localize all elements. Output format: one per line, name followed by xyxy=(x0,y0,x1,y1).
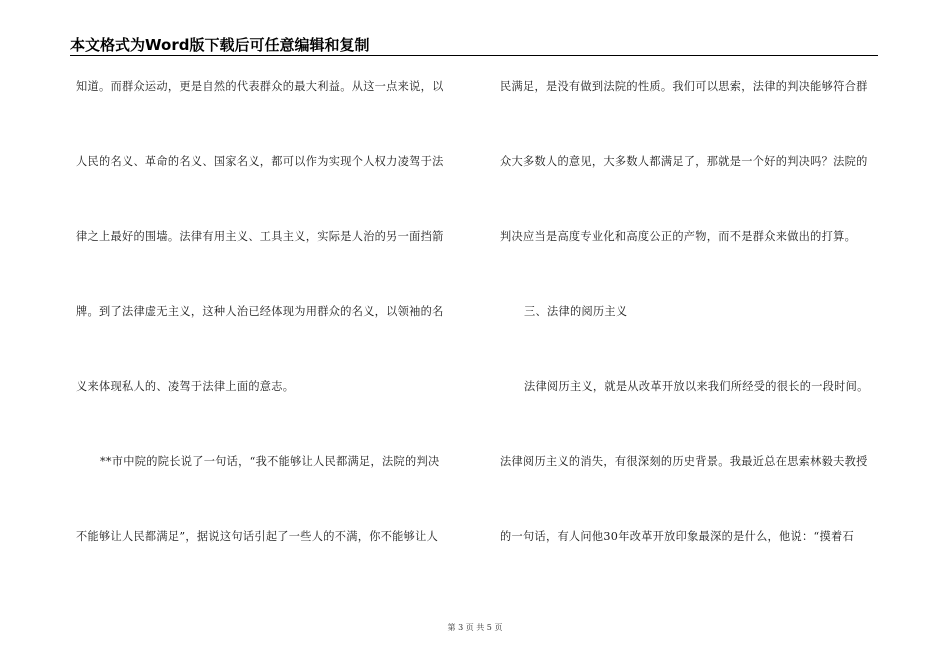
right-line-3: 判决应当是高度专业化和高度公正的产物，而不是群众来做出的打算。 xyxy=(500,230,857,243)
left-line-5: 义来体现私人的、凌驾于法律上面的意志。 xyxy=(76,380,295,393)
left-line-2: 人民的名义、革命的名义、国家名义，都可以作为实现个人权力凌驾于法 xyxy=(76,155,444,168)
left-line-3: 律之上最好的围墙。法律有用主义、工具主义，实际是人治的另一面挡箭 xyxy=(76,230,444,243)
right-line-5: 法律阅历主义，就是从改革开放以来我们所经受的很长的一段时间。 xyxy=(524,380,869,393)
left-line-6: **市中院的院长说了一句话，“我不能够让人民都满足，法院的判决 xyxy=(100,455,440,468)
right-line-1: 民满足，是没有做到法院的性质。我们可以思索，法律的判决能够符合群 xyxy=(500,80,868,93)
document-header-title: 本文格式为Word版下载后可任意编辑和复制 xyxy=(70,36,370,54)
left-line-1: 知道。而群众运动，更是自然的代表群众的最大利益。从这一点来说，以 xyxy=(76,80,444,93)
right-line-2: 众大多数人的意见，大多数人都满足了，那就是一个好的判决吗？法院的 xyxy=(500,155,868,168)
page-number-footer: 第 3 页 共 5 页 xyxy=(447,623,503,632)
section-heading: 三、法律的阅历主义 xyxy=(524,305,628,318)
left-line-7: 不能够让人民都满足”，据说这句话引起了一些人的不满，你不能够让人 xyxy=(76,530,439,543)
right-line-7: 的一句话，有人问他30年改革开放印象最深的是什么，他说：“摸着石 xyxy=(500,530,854,543)
left-text-column xyxy=(76,80,460,605)
left-line-4: 牌。到了法律虚无主义，这种人治已经体现为用群众的名义，以领袖的名 xyxy=(76,305,444,318)
right-text-column xyxy=(500,80,884,605)
right-line-6: 法律阅历主义的消失，有很深刻的历史背景。我最近总在思索林毅夫教授 xyxy=(500,455,868,468)
header-divider xyxy=(70,55,878,56)
